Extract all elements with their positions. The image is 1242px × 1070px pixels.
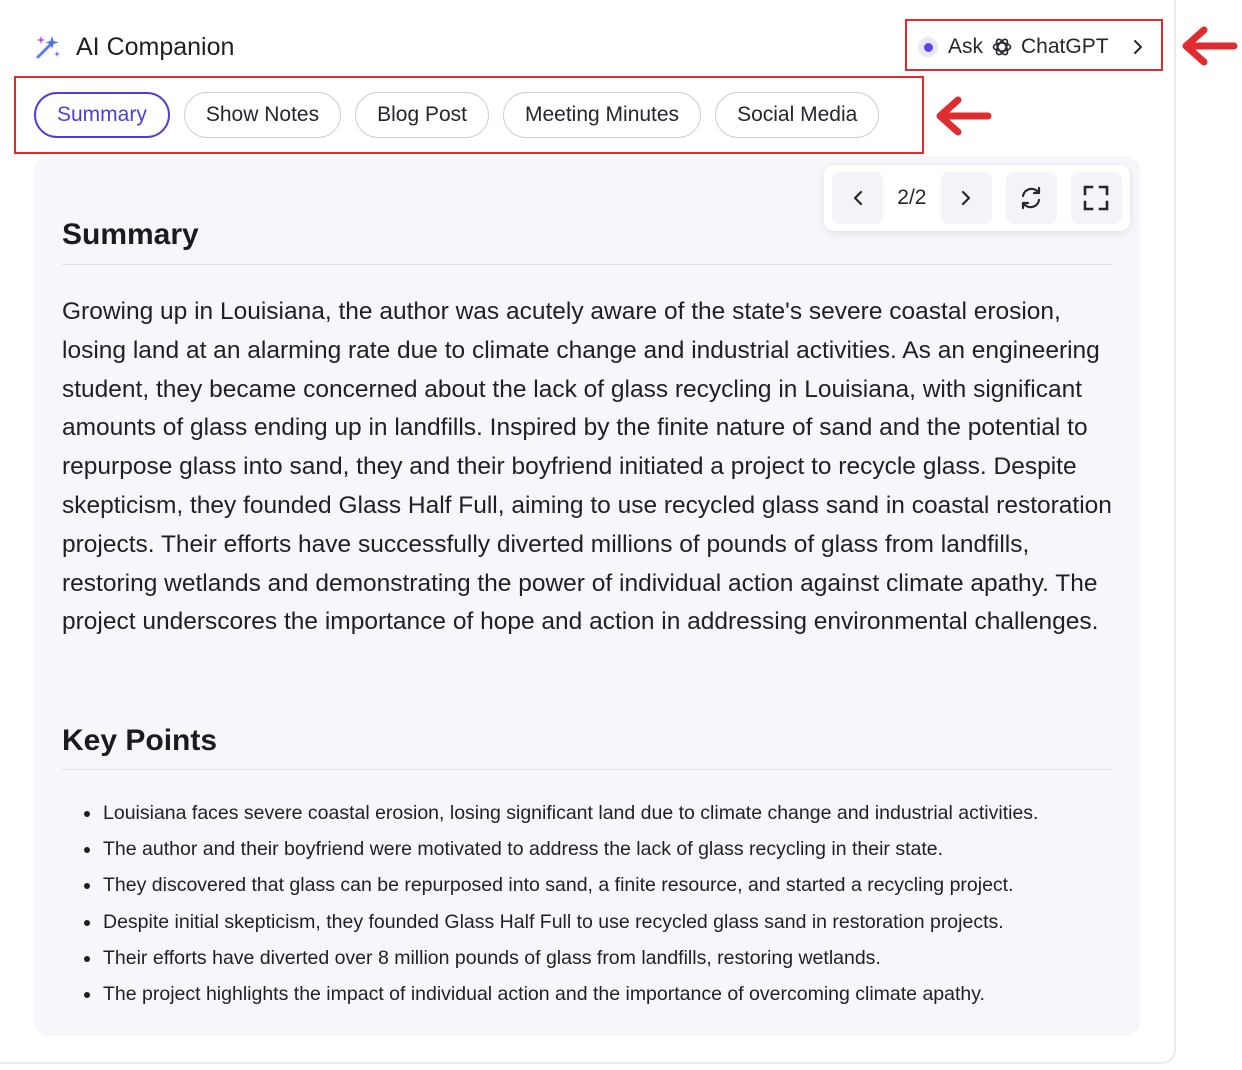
list-item: Their efforts have diverted over 8 million pounds of glass from landfills, restoring wetlands. (62, 940, 1122, 976)
key-points-heading: Key Points (62, 724, 218, 757)
output-format-tabs (34, 92, 879, 138)
list-item: The project highlights the impact of individual action and the importance of overcoming climate apathy. (62, 976, 1122, 1012)
chevron-right-icon (955, 187, 977, 209)
fullscreen-button[interactable] (1071, 172, 1122, 224)
ask-prefix: Ask (948, 35, 984, 58)
result-toolbar (824, 165, 1130, 231)
summary-heading: Summary (62, 218, 199, 251)
status-dot-icon (918, 37, 938, 57)
sparkle-wand-icon (34, 33, 62, 61)
key-points-divider (62, 769, 1112, 770)
tab-social-media[interactable]: Social Media (715, 92, 879, 138)
next-result-button[interactable] (941, 172, 992, 224)
fullscreen-icon (1082, 184, 1110, 212)
chevron-left-icon (847, 187, 869, 209)
annotation-arrow-left-icon (1180, 24, 1238, 68)
refresh-icon (1017, 184, 1045, 212)
previous-result-button[interactable] (832, 172, 883, 224)
ask-chatgpt-button[interactable] (918, 27, 1149, 67)
annotation-arrow-left-icon (934, 94, 992, 138)
list-item: They discovered that glass can be repurposed into sand, a finite resource, and started a recycling project. (62, 867, 1122, 903)
ask-label: ChatGPT (1021, 35, 1109, 58)
list-item: Louisiana faces severe coastal erosion, losing significant land due to climate change and industrial activities. (62, 795, 1122, 831)
list-item: Despite initial skepticism, they founded Glass Half Full to use recycled glass sand in restoration projects. (62, 904, 1122, 940)
chevron-right-icon (1127, 36, 1149, 58)
regenerate-button[interactable] (1006, 172, 1057, 224)
tab-summary[interactable]: Summary (34, 92, 170, 138)
tab-show-notes[interactable]: Show Notes (184, 92, 341, 138)
openai-icon (991, 36, 1013, 58)
tab-blog-post[interactable]: Blog Post (355, 92, 489, 138)
page-indicator: 2/2 (897, 186, 927, 209)
summary-paragraph: Growing up in Louisiana, the author was acutely aware of the state's severe coastal erosion, losing land at an alarming rate due to climate change and industrial activities. As an engineering student, they became concerned about the lack of glass recycling in Louisiana, with significant amounts of glass ending up in landfills. Inspired by the finite nature of sand and the potential to repurpose glass into sand, they and their boyfriend initiated a project to recycle glass. Despite skepticism, they founded Glass Half Full, aiming to use recycled glass sand in coastal restoration projects. Their efforts have successfully diverted millions of pounds of glass from landfills, restoring wetlands and demonstrating the power of individual action against climate apathy. The project underscores the importance of hope and action in addressing environmental challenges. (62, 298, 1112, 636)
key-points-list (62, 795, 1122, 1012)
list-item: The author and their boyfriend were motivated to address the lack of glass recycling in their state. (62, 831, 1122, 867)
tab-meeting-minutes[interactable]: Meeting Minutes (503, 92, 701, 138)
app-title: AI Companion (76, 33, 235, 61)
summary-divider (62, 264, 1112, 265)
